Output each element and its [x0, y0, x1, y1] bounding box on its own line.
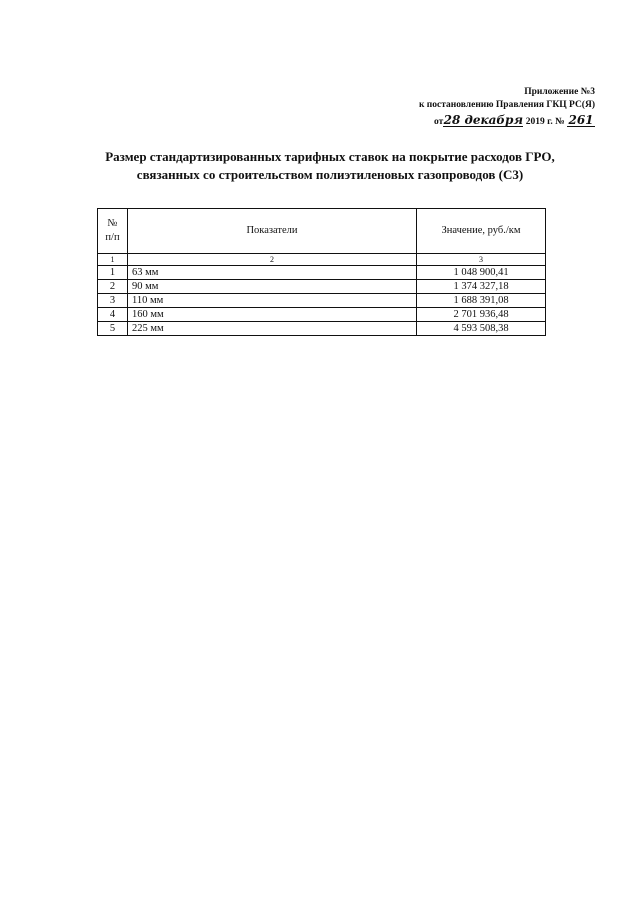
header-indicator: Показатели	[128, 209, 417, 254]
row-number: 2	[98, 280, 128, 294]
row-value: 1 374 327,18	[417, 280, 546, 294]
table-row	[98, 308, 546, 322]
title-line-2: связанных со строительством полиэтиленовых газопроводов (С3)	[136, 167, 524, 182]
column-number: 1	[98, 254, 128, 266]
row-indicator: 110 мм	[128, 294, 417, 308]
row-indicator: 63 мм	[128, 266, 417, 280]
resolution-date-line	[434, 114, 595, 128]
header-number: № п/п	[98, 209, 128, 254]
column-number-row	[98, 254, 546, 266]
table-row	[98, 266, 546, 280]
resolution-reference: к постановлению Правления ГКЦ РС(Я)	[418, 100, 595, 110]
row-value: 1 688 391,08	[417, 294, 546, 308]
column-number: 2	[128, 254, 417, 266]
appendix-label: Приложение №3	[524, 87, 595, 97]
handwritten-number: 261	[568, 113, 594, 127]
row-indicator: 160 мм	[128, 308, 417, 322]
table-row	[98, 294, 546, 308]
row-indicator: 225 мм	[128, 322, 417, 336]
row-number: 4	[98, 308, 128, 322]
row-number: 3	[98, 294, 128, 308]
table-row	[98, 280, 546, 294]
header-value: Значение, руб./км	[417, 209, 546, 254]
row-value: 2 701 936,48	[417, 308, 546, 322]
row-number: 1	[98, 266, 128, 280]
table-header-row	[98, 209, 546, 254]
document-title	[60, 148, 600, 184]
row-value: 4 593 508,38	[417, 322, 546, 336]
tariff-table	[97, 208, 546, 336]
year-label: 2019 г. №	[525, 117, 565, 127]
handwritten-date: 28 декабря	[443, 113, 523, 127]
row-number: 5	[98, 322, 128, 336]
column-number: 3	[417, 254, 546, 266]
row-indicator: 90 мм	[128, 280, 417, 294]
table-row	[98, 322, 546, 336]
row-value: 1 048 900,41	[417, 266, 546, 280]
title-line-1: Размер стандартизированных тарифных ставок на покрытие расходов ГРО,	[105, 149, 555, 164]
date-prefix: от	[434, 117, 444, 127]
